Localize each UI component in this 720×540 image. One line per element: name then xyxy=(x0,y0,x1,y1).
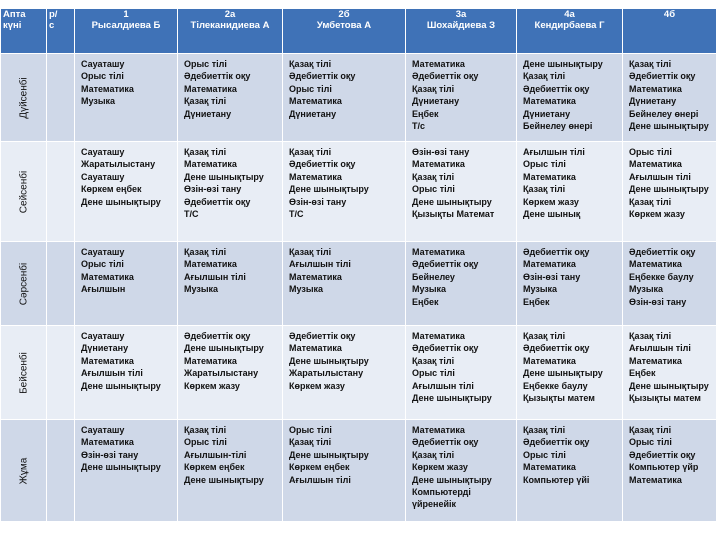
subject-item: Өзін-өзі тану xyxy=(289,196,347,207)
subject-item: Ағылшын тілі xyxy=(289,474,351,485)
subject-cell xyxy=(623,242,717,326)
day-cell xyxy=(1,326,47,420)
subject-item: Дене шынықтыру xyxy=(523,368,603,379)
header-class-2a: 2а Тілеканидиева А xyxy=(178,9,283,54)
subject-item: Өзін-өзі тану xyxy=(81,449,139,460)
subject-item: Математика xyxy=(81,271,134,282)
subject-cell xyxy=(517,54,623,142)
subject-item: Қызықты Математ xyxy=(412,209,495,220)
subject-item: Математика xyxy=(629,474,682,485)
subject-item: Компьютерді xyxy=(412,487,471,498)
subject-item: Еңбек xyxy=(523,296,550,307)
subject-item: Музыка xyxy=(412,284,447,295)
subject-item: Т/С xyxy=(184,209,199,220)
subject-item: Әдебиеттік оқу xyxy=(412,259,479,270)
subject-item: Бейнелеу xyxy=(412,271,455,282)
subject-item: Орыс тілі xyxy=(629,147,672,157)
subject-cell xyxy=(517,420,623,522)
subject-item: Орыс тілі xyxy=(412,368,455,379)
header-row-number: р/ с xyxy=(47,9,75,54)
subject-item: Жаратылыстану xyxy=(184,368,259,379)
subject-item: Ағылшын xyxy=(81,284,126,295)
subject-item: Математика xyxy=(523,96,576,107)
subject-item: Әдебиеттік оқу xyxy=(184,331,251,341)
subject-item: Қазақ тілі xyxy=(289,247,332,257)
subject-item: Қызықты матем xyxy=(629,393,701,404)
subject-item: Математика xyxy=(289,96,342,107)
subject-item: Сауаташу xyxy=(81,247,125,257)
subject-item: Өзін-өзі тану xyxy=(412,147,470,157)
day-row xyxy=(1,142,717,242)
header-class-4a: 4а Кендирбаева Г xyxy=(517,9,623,54)
subject-item: Дене шынық xyxy=(523,209,581,220)
subject-item: Еңбекке баулу xyxy=(629,271,694,282)
subject-item: Математика xyxy=(81,83,134,94)
subject-item: Т/С xyxy=(289,209,304,220)
subject-item: Әдебиеттік оқу xyxy=(184,71,251,82)
subject-item: Сауаташу xyxy=(81,425,125,435)
subject-item: Дене шынықтыру xyxy=(289,355,369,366)
lesson-number-cell xyxy=(47,326,75,420)
subject-item: Музыка xyxy=(629,284,664,295)
subject-item: Компьютер үйі xyxy=(523,474,590,485)
subject-item: Музыка xyxy=(523,284,558,295)
subject-item: Математика xyxy=(289,343,342,354)
subject-item: Әдебиеттік оқу xyxy=(523,437,590,448)
subject-cell xyxy=(406,242,517,326)
header-class-3a: 3а Шохайдиева З xyxy=(406,9,517,54)
subject-item: Ағылшын тілі xyxy=(629,171,691,182)
subject-cell xyxy=(75,420,178,522)
subject-item: Орыс тілі xyxy=(184,59,227,69)
subject-item: Орыс тілі xyxy=(523,159,566,170)
subject-item: Қазақ тілі xyxy=(184,425,227,435)
subject-item: Әдебиеттік оқу xyxy=(289,331,356,341)
subject-item: Дене шынықтыру xyxy=(184,171,264,182)
subject-item: Сауаташу xyxy=(81,147,125,157)
subject-item: Дене шынықтыру xyxy=(81,380,161,391)
subject-item: Дүниетану xyxy=(629,96,677,107)
subject-item: Дене шынықтыру xyxy=(629,184,709,195)
subject-item: Еңбекке баулу xyxy=(523,380,588,391)
subject-item: Өзін-өзі тану xyxy=(184,184,242,195)
subject-item: Көркем жазу xyxy=(523,196,579,207)
subject-cell xyxy=(178,54,283,142)
subject-cell xyxy=(623,326,717,420)
subject-item: Қазақ тілі xyxy=(523,184,566,195)
subject-cell xyxy=(178,142,283,242)
subject-cell xyxy=(406,142,517,242)
subject-item: Орыс тілі xyxy=(289,425,332,435)
subject-item: Әдебиеттік оқу xyxy=(412,71,479,82)
subject-item: Қазақ тілі xyxy=(523,71,566,82)
subject-cell xyxy=(75,142,178,242)
subject-item: Әдебиеттік оқу xyxy=(523,343,590,354)
subject-cell xyxy=(178,420,283,522)
subject-item: Қазақ тілі xyxy=(184,96,227,107)
subject-item: Дене шынықтыру xyxy=(289,184,369,195)
subject-item: Қазақ тілі xyxy=(184,247,227,257)
subject-item: Ағылшын-тілі xyxy=(184,449,247,460)
subject-item: Әдебиеттік оқу xyxy=(412,437,479,448)
lesson-number-cell xyxy=(47,142,75,242)
subject-item: Еңбек xyxy=(412,108,439,119)
subject-item: Математика xyxy=(629,159,682,170)
subject-item: Әдебиеттік оқу xyxy=(184,196,251,207)
subject-cell xyxy=(283,420,406,522)
subject-cell xyxy=(406,54,517,142)
day-row xyxy=(1,420,717,522)
day-label: Дүйсенбі xyxy=(18,76,29,119)
subject-item: Көркем еңбек xyxy=(289,462,350,473)
subject-item: Дене шынықтыру xyxy=(81,462,161,473)
subject-cell xyxy=(283,54,406,142)
subject-item: Қазақ тілі xyxy=(412,83,455,94)
subject-item: Көркем жазу xyxy=(289,380,345,391)
subject-item: Дүниетану xyxy=(412,96,460,107)
subject-item: Ағылшын тілі xyxy=(81,368,143,379)
subject-item: Математика xyxy=(523,171,576,182)
subject-item: Математика xyxy=(289,171,342,182)
subject-item: Математика xyxy=(629,259,682,270)
subject-cell xyxy=(75,54,178,142)
subject-item: Математика xyxy=(184,259,237,270)
schedule-table xyxy=(0,8,717,522)
subject-item: үйренейік xyxy=(412,499,457,510)
subject-item: Математика xyxy=(412,59,465,69)
header-class-2b: 2б Умбетова А xyxy=(283,9,406,54)
subject-item: Өзін-өзі тану xyxy=(523,271,581,282)
subject-item: Әдебиеттік оқу xyxy=(629,247,696,257)
subject-item: Математика xyxy=(81,437,134,448)
subject-item: Қазақ тілі xyxy=(629,425,672,435)
subject-item: Бейнелеу өнері xyxy=(523,121,593,132)
day-cell xyxy=(1,242,47,326)
subject-item: Әдебиеттік оқу xyxy=(412,343,479,354)
subject-item: Дене шынықтыру xyxy=(523,59,603,69)
subject-cell xyxy=(517,242,623,326)
subject-cell xyxy=(283,142,406,242)
subject-item: Қазақ тілі xyxy=(523,425,566,435)
subject-item: Әдебиеттік оқу xyxy=(289,71,356,82)
day-cell xyxy=(1,420,47,522)
day-cell xyxy=(1,142,47,242)
subject-item: Дүниетану xyxy=(184,108,232,119)
subject-item: Дене шынықтыру xyxy=(81,196,161,207)
subject-item: Дүниетану xyxy=(523,108,571,119)
subject-item: Бейнелеу өнері xyxy=(629,108,699,119)
subject-item: Әдебиеттік оқу xyxy=(629,449,696,460)
subject-cell xyxy=(623,54,717,142)
subject-item: Көркем еңбек xyxy=(81,184,142,195)
subject-item: Қазақ тілі xyxy=(289,147,332,157)
subject-item: Еңбек xyxy=(412,296,439,307)
header-class-4b: 4б xyxy=(623,9,717,54)
subject-item: Сауаташу xyxy=(81,331,125,341)
subject-item: Өзін-өзі тану xyxy=(629,296,687,307)
lesson-number-cell xyxy=(47,420,75,522)
header-row xyxy=(1,9,717,54)
subject-item: Қазақ тілі xyxy=(412,171,455,182)
subject-item: Дүниетану xyxy=(81,343,129,354)
subject-item: Қазақ тілі xyxy=(523,331,566,341)
subject-item: Ағылшын тілі xyxy=(184,271,246,282)
subject-item: Математика xyxy=(523,462,576,473)
day-row xyxy=(1,242,717,326)
subject-item: Орыс тілі xyxy=(523,449,566,460)
subject-item: Қазақ тілі xyxy=(629,331,672,341)
day-label: Жұма xyxy=(18,457,29,484)
subject-item: Қазақ тілі xyxy=(412,449,455,460)
subject-cell xyxy=(283,326,406,420)
subject-cell xyxy=(178,242,283,326)
day-label: Сейсенбі xyxy=(18,170,29,213)
subject-item: Математика xyxy=(523,355,576,366)
subject-item: Музыка xyxy=(184,284,219,295)
subject-item: Математика xyxy=(412,331,465,341)
subject-item: Қызықты матем xyxy=(523,393,595,404)
day-cell xyxy=(1,54,47,142)
subject-item: Қазақ тілі xyxy=(412,355,455,366)
subject-item: Қазақ тілі xyxy=(629,59,672,69)
subject-item: Әдебиеттік оқу xyxy=(523,247,590,257)
subject-cell xyxy=(178,326,283,420)
subject-item: Орыс тілі xyxy=(412,184,455,195)
subject-cell xyxy=(406,326,517,420)
subject-item: Математика xyxy=(412,425,465,435)
subject-item: Қазақ тілі xyxy=(289,59,332,69)
subject-item: Математика xyxy=(184,83,237,94)
subject-item: Орыс тілі xyxy=(629,437,672,448)
subject-item: Дене шынықтыру xyxy=(629,121,709,132)
subject-item: Орыс тілі xyxy=(289,83,332,94)
subject-cell xyxy=(75,326,178,420)
subject-item: Көркем еңбек xyxy=(184,462,245,473)
day-row xyxy=(1,326,717,420)
subject-cell xyxy=(283,242,406,326)
subject-cell xyxy=(75,242,178,326)
subject-item: Орыс тілі xyxy=(81,259,124,270)
subject-item: Қазақ тілі xyxy=(184,147,227,157)
subject-item: Қазақ тілі xyxy=(629,196,672,207)
subject-item: Сауаташу xyxy=(81,59,125,69)
subject-item: Орыс тілі xyxy=(81,71,124,82)
subject-item: Т/с xyxy=(412,121,426,132)
subject-item: Математика xyxy=(289,271,342,282)
subject-cell xyxy=(517,142,623,242)
subject-item: Дене шынықтыру xyxy=(412,474,492,485)
subject-item: Музыка xyxy=(289,284,324,295)
subject-item: Математика xyxy=(629,83,682,94)
subject-item: Көркем жазу xyxy=(629,209,685,220)
subject-item: Математика xyxy=(184,159,237,170)
subject-item: Дене шынықтыру xyxy=(629,380,709,391)
subject-cell xyxy=(406,420,517,522)
subject-item: Әдебиеттік оқу xyxy=(289,159,356,170)
subject-item: Жаратылыстану xyxy=(289,368,364,379)
day-row xyxy=(1,54,717,142)
subject-item: Сауаташу xyxy=(81,171,125,182)
subject-item: Орыс тілі xyxy=(184,437,227,448)
subject-item: Математика xyxy=(412,159,465,170)
subject-item: Математика xyxy=(629,355,682,366)
subject-item: Әдебиеттік оқу xyxy=(629,71,696,82)
subject-item: Дене шынықтыру xyxy=(412,196,492,207)
subject-item: Ағылшын тілі xyxy=(289,259,351,270)
day-label: Бейсенбі xyxy=(18,351,29,394)
subject-cell xyxy=(623,420,717,522)
day-label: Сәрсенбі xyxy=(18,262,29,305)
subject-item: Дене шынықтыру xyxy=(289,449,369,460)
subject-item: Дене шынықтыру xyxy=(184,474,264,485)
subject-item: Математика xyxy=(184,355,237,366)
header-class-1: 1 Рысалдиева Б xyxy=(75,9,178,54)
subject-item: Математика xyxy=(81,355,134,366)
subject-item: Ағылшын тілі xyxy=(523,147,585,157)
lesson-number-cell xyxy=(47,242,75,326)
subject-item: Дүниетану xyxy=(289,108,337,119)
subject-item: Математика xyxy=(523,259,576,270)
subject-item: Жаратылыстану xyxy=(81,159,156,170)
subject-item: Музыка xyxy=(81,96,116,107)
subject-item: Дене шынықтыру xyxy=(184,343,264,354)
subject-item: Ағылшын тілі xyxy=(412,380,474,391)
subject-item: Еңбек xyxy=(629,368,656,379)
subject-item: Математика xyxy=(412,247,465,257)
subject-item: Дене шынықтыру xyxy=(412,393,492,404)
subject-item: Компьютер үйр xyxy=(629,462,699,473)
subject-item: Көркем жазу xyxy=(412,462,468,473)
subject-item: Ағылшын тілі xyxy=(629,343,691,354)
subject-cell xyxy=(623,142,717,242)
subject-item: Әдебиеттік оқу xyxy=(523,83,590,94)
subject-cell xyxy=(517,326,623,420)
subject-item: Қазақ тілі xyxy=(289,437,332,448)
lesson-number-cell xyxy=(47,54,75,142)
subject-item: Көркем жазу xyxy=(184,380,240,391)
header-day: Апта күні xyxy=(1,9,47,54)
